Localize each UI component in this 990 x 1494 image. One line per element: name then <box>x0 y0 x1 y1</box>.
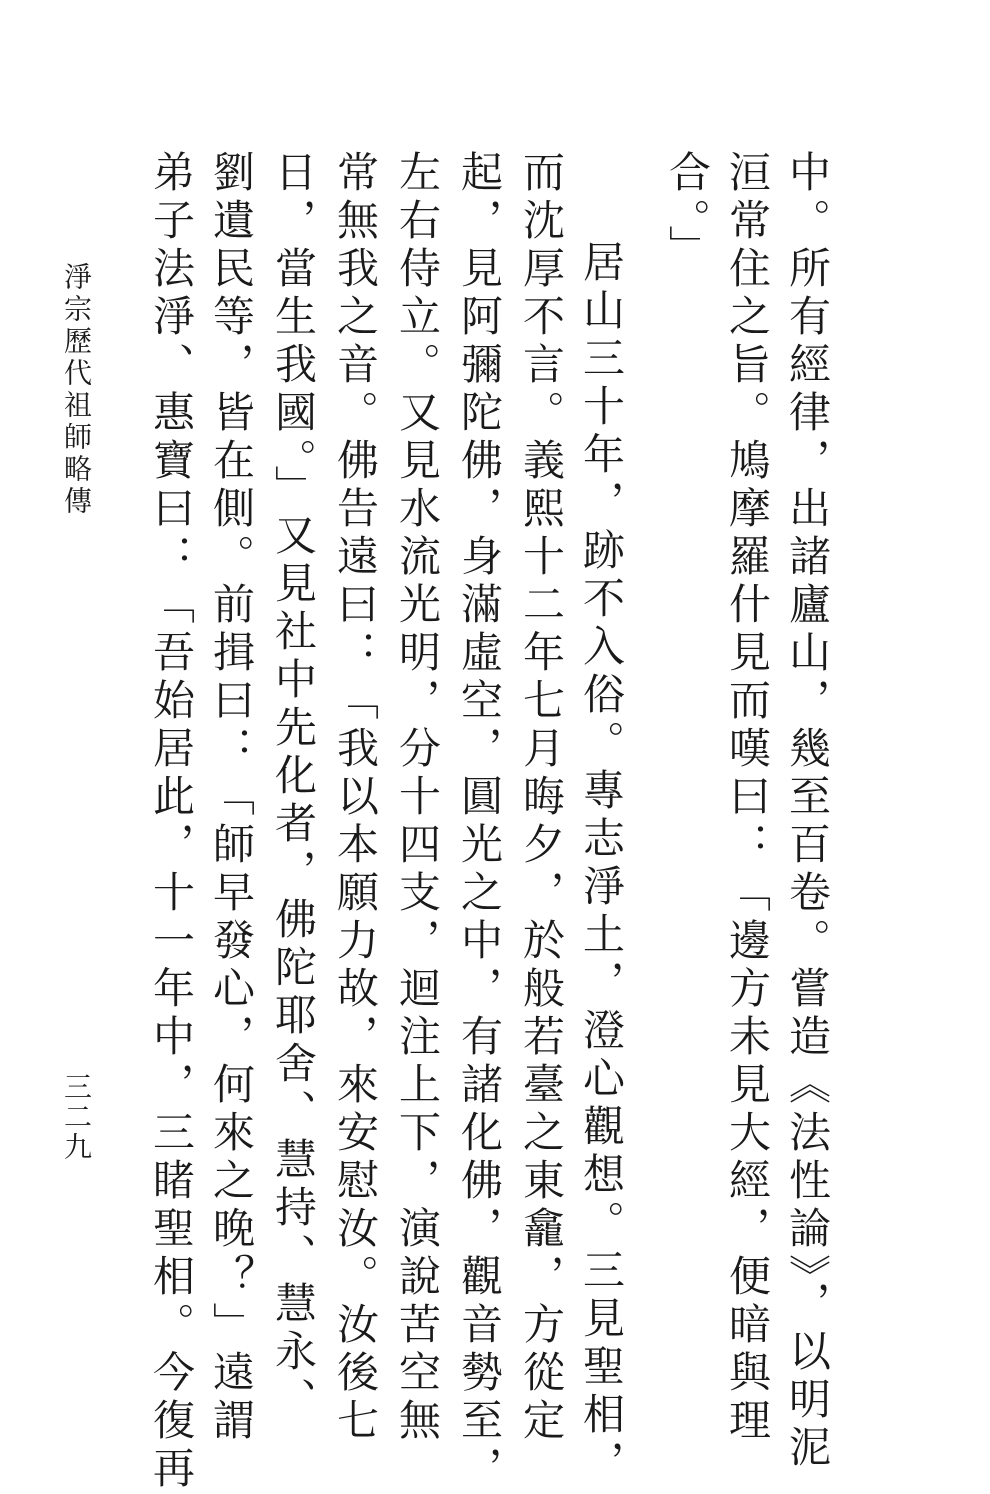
text-column-10: 劉遺民等，皆在側。前揖曰：「師早發心，何來之晚？」遠謂 <box>207 150 256 1446</box>
text-column-3: 合。」 <box>663 150 712 273</box>
running-title: 淨宗歷代祖師略傳 <box>60 262 93 518</box>
text-column-2: 洹常住之旨。鳩摩羅什見而嘆曰：「邊方未見大經，便暗與理 <box>723 150 772 1446</box>
text-column-9: 日，當生我國。」又見社中先化者，佛陀耶舍、慧持、慧永、 <box>269 150 318 1425</box>
text-column-8: 常無我之音。佛告遠曰：「我以本願力故，來安慰汝。汝後七 <box>331 150 380 1446</box>
page-number: 三二九 <box>60 1072 93 1162</box>
text-column-11: 弟子法淨、惠寶曰：「吾始居此，十一年中，三睹聖相。今復再 <box>147 150 196 1494</box>
text-column-5: 而沈厚不言。義熙十二年七月晦夕，於般若臺之東龕，方從定 <box>517 150 566 1446</box>
text-column-1: 中。所有經律，出諸廬山，幾至百卷。嘗造《法性論》，以明泥 <box>783 150 832 1473</box>
text-column-7: 左右侍立。又見水流光明，分十四支，迴注上下，演說苦空無 <box>393 150 442 1446</box>
text-column-6: 起，見阿彌陀佛，身滿虛空，圓光之中，有諸化佛，觀音勢至， <box>455 150 504 1494</box>
text-column-4: 居山三十年，跡不入俗。專志淨土，澄心觀想。三見聖相， <box>577 240 626 1488</box>
